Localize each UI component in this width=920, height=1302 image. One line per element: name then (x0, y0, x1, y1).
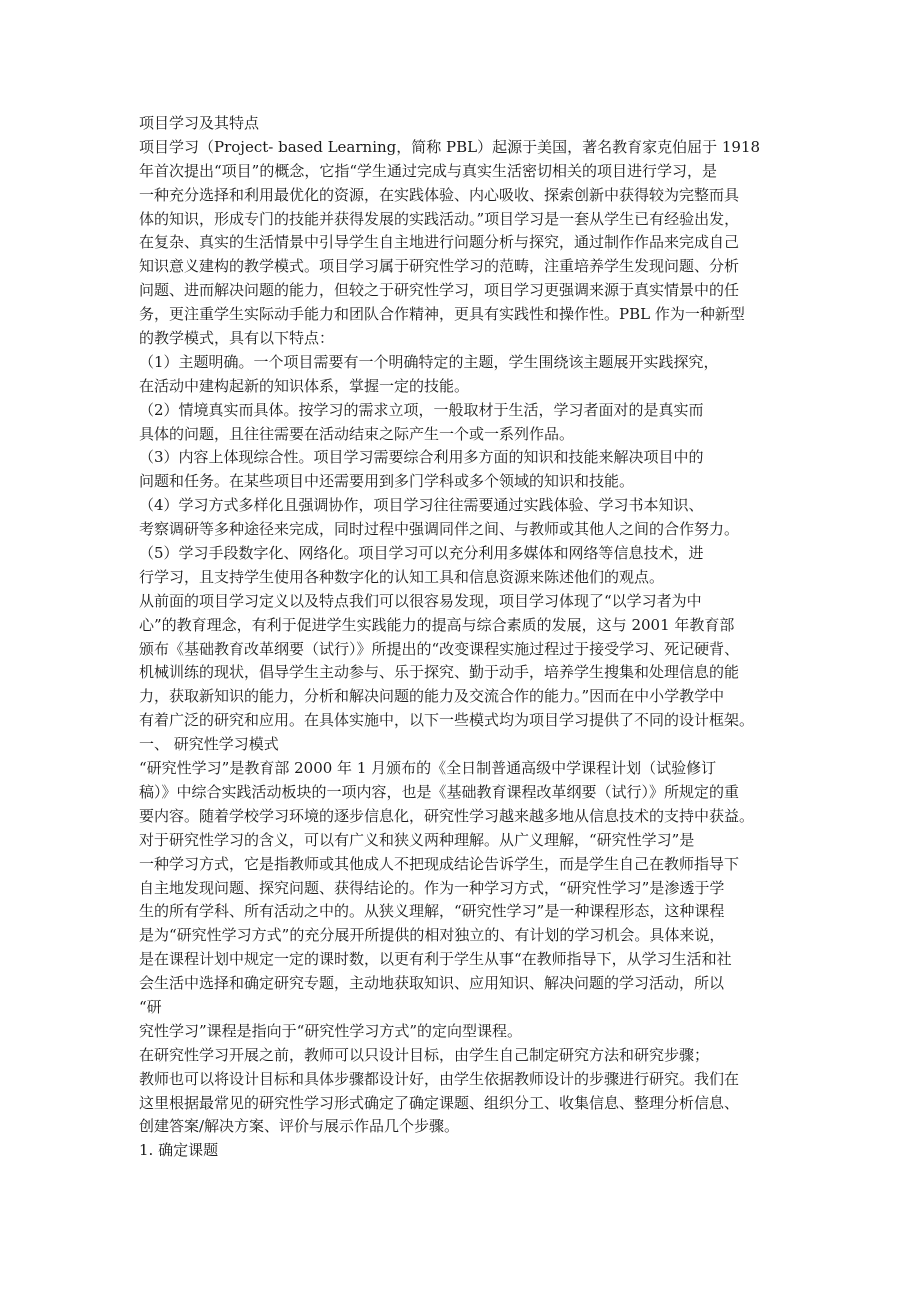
doc-title: 项目学习及其特点 (139, 114, 260, 132)
text-line: 在研究性学习开展之前，教师可以只设计目标，由学生自己制定研究方法和研究步骤； (139, 1045, 710, 1064)
text-line: 力，获取新知识的能力，分析和解决问题的能力及交流合作的能力。”因而在中小学教学中 (139, 687, 725, 706)
text-line: 自主地发现问题、探究问题、获得结论的。作为一种学习方式，“研究性学习”是渗透于学 (139, 878, 725, 897)
text-line: 究性学习”课程是指向于“研究性学习方式”的定向型课程。 (139, 1021, 523, 1040)
text-line: 有着广泛的研究和应用。在具体实施中，以下一些模式均为项目学习提供了不同的设计框架。 (139, 711, 755, 730)
text-line: 在复杂、真实的生活情景中引导学生自主地进行问题分析与探究，通过制作作品来完成自己 (139, 233, 740, 252)
text-line: 务，更注重学生实际动手能力和团队合作精神，更具有实践性和操作性。PBL 作为一种新型 (139, 305, 745, 324)
feature-item-3: （3）内容上体现综合性。项目学习需要综合利用多方面的知识和技能来解决项目中的 (139, 448, 704, 467)
feature-item-4: （4）学习方式多样化且强调协作，项目学习往往需要通过实践体验、学习书本知识、 (139, 496, 704, 515)
feature-item-1: （1）主题明确。一个项目需要有一个明确特定的主题，学生围绕该主题展开实践探究， (139, 352, 719, 371)
text-line: 知识意义建构的教学模式。项目学习属于研究性学习的范畴，注重培养学生发现问题、分析 (139, 257, 740, 276)
section-heading: 一、 研究性学习模式 (139, 735, 279, 754)
text-line: 颁布《基础教育改革纲要（试行）》所提出的“改变课程实施过程过于接受学习、死记硬背、 (139, 639, 740, 658)
text-line: “研究性学习”是教育部 2000 年 1 月颁布的《全日制普通高级中学课程计划（试验修订 (139, 759, 717, 778)
text-line: 项目学习（Project- based Learning，简称 PBL）起源于美国，著名教育家克伯屈于 1918 (139, 137, 761, 156)
text-line: 教师也可以将设计目标和具体步骤都设计好，由学生依据教师设计的步骤进行研究。我们在 (139, 1069, 740, 1088)
text-line: 要内容。随着学校学习环境的逐步信息化，研究性学习越来越多地从信息技术的支持中获益。 (139, 806, 755, 825)
text-line: 从前面的项目学习定义以及特点我们可以很容易发现，项目学习体现了“以学习者为中 (139, 591, 702, 610)
text-line: 一种充分选择和利用最优化的资源，在实践体验、内心吸收、探索创新中获得较为完整而具 (139, 185, 740, 204)
text-line: 行学习，且支持学生使用各种数字化的认知工具和信息资源来陈述他们的观点。 (139, 567, 665, 586)
document-page (139, 112, 782, 1163)
step-heading: 1. 确定课题 (139, 1141, 219, 1160)
text-line: 是为“研究性学习方式”的充分展开所提供的相对独立的、有计划的学习机会。具体来说， (139, 926, 725, 945)
text-line: 体的知识，形成专门的技能并获得发展的实践活动。”项目学习是一套从学生已有经验出发， (139, 209, 740, 228)
text-line: 是在课程计划中规定一定的课时数，以更有利于学生从事“在教师指导下，从学习生活和社 (139, 950, 732, 969)
text-line: “研 (139, 997, 162, 1016)
text-line: 稿）》中综合实践活动板块的一项内容，也是《基础教育课程改革纲要（试行）》所规定的重 (139, 782, 740, 801)
feature-item-5: （5）学习手段数字化、网络化。项目学习可以充分利用多媒体和网络等信息技术，进 (139, 544, 704, 563)
text-line: 机械训练的现状，倡导学生主动参与、乐于探究、勤于动手，培养学生搜集和处理信息的能 (139, 663, 740, 682)
text-line: 一种学习方式，它是指教师或其他成人不把现成结论告诉学生，而是学生自己在教师指导下 (139, 854, 740, 873)
text-line: 心”的教育理念，有利于促进学生实践能力的提高与综合素质的发展，这与 2001 年教育部 (139, 615, 735, 634)
text-line: 的教学模式，具有以下特点： (139, 329, 335, 348)
text-line: 问题、进而解决问题的能力，但较之于研究性学习，项目学习更强调来源于真实情景中的任 (139, 281, 740, 300)
text-line: 具体的问题，且往往需要在活动结束之际产生一个或一系列作品。 (139, 424, 575, 443)
text-line: 创建答案/解决方案、评价与展示作品几个步骤。 (139, 1117, 460, 1136)
text-line: 生的所有学科、所有活动之中的。从狭义理解，“研究性学习”是一种课程形态，这种课程 (139, 902, 725, 921)
feature-item-2: （2）情境真实而具体。按学习的需求立项，一般取材于生活，学习者面对的是真实而 (139, 400, 704, 419)
text-line: 会生活中选择和确定研究专题，主动地获取知识、应用知识、解决问题的学习活动，所以 (139, 974, 725, 993)
text-line: 问题和任务。在某些项目中还需要用到多门学科或多个领域的知识和技能。 (139, 472, 635, 491)
text-line: 这里根据最常见的研究性学习形式确定了确定课题、组织分工、收集信息、整理分析信息、 (139, 1093, 740, 1112)
text-line: 年首次提出“项目”的概念，它指“学生通过完成与真实生活密切相关的项目进行学习，是 (139, 161, 718, 180)
text-line: 考察调研等多种途径来完成，同时过程中强调同伴之间、与教师或其他人之间的合作努力。 (139, 520, 740, 539)
text-line: 对于研究性学习的含义，可以有广义和狭义两种理解。从广义理解，“研究性学习”是 (139, 830, 695, 849)
text-line: 在活动中建构起新的知识体系，掌握一定的技能。 (139, 376, 470, 395)
